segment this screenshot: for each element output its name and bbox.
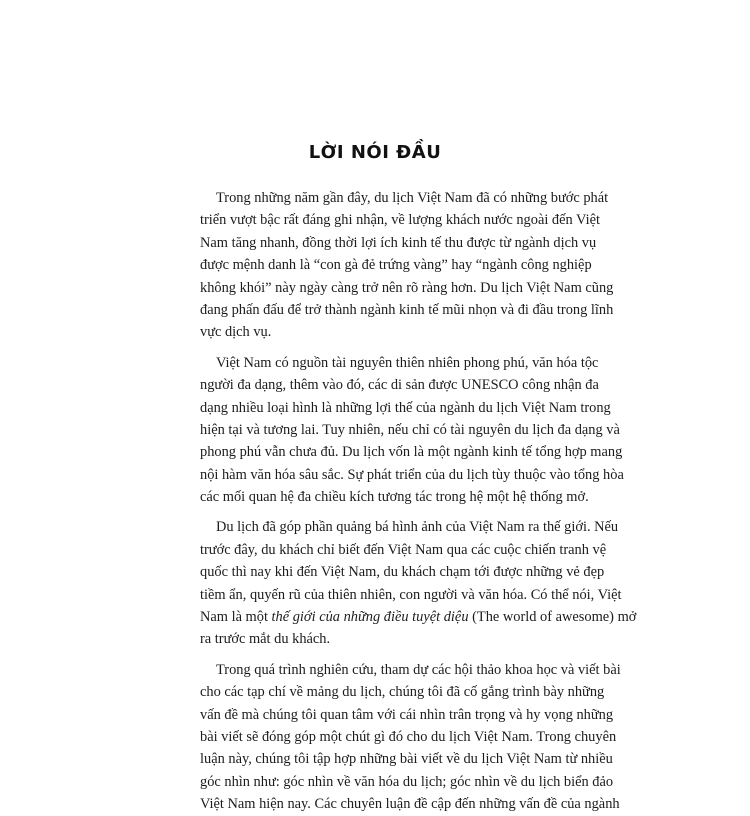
italic-phrase: thế giới của những điều tuyệt diệu xyxy=(271,609,469,626)
page-title: LỜI NÓI ĐẦU xyxy=(308,142,442,163)
text-line: Du lịch đã góp phần quảng bá hình ảnh của Việt Nam ra thế giới. Nếu xyxy=(216,519,619,536)
text-line: trước đây, du khách chỉ biết đến Việt Nam qua các cuộc chiến tranh vệ xyxy=(200,541,607,558)
text-line: bài viết sẽ đóng góp một chút gì đó cho du lịch Việt Nam. Trong chuyên xyxy=(200,728,617,745)
text-line: tiềm ẩn, quyến rũ của thiên nhiên, con người và văn hóa. Có thể nói, Việt xyxy=(200,586,622,603)
text-run: Nam là một xyxy=(200,609,272,626)
text-line: vực dịch vụ. xyxy=(200,324,272,341)
text-line: quốc thì nay khi đến Việt Nam, du khách chạm tới được những vẻ đẹp xyxy=(200,564,605,581)
text-line: đang phấn đấu để trở thành ngành kinh tế mũi nhọn và đi đầu trong lĩnh xyxy=(200,301,614,318)
text-line-with-italic xyxy=(200,606,637,628)
text-line: Nam tăng nhanh, đồng thời lợi ích kinh tế thu được từ ngành dịch vụ xyxy=(200,234,597,251)
text-line: nội hàm văn hóa sâu sắc. Sự phát triển của du lịch tùy thuộc vào tổng hòa xyxy=(200,466,624,483)
text-line: góc nhìn như: góc nhìn về văn hóa du lịch; góc nhìn về du lịch biển đảo xyxy=(200,773,614,790)
text-line: luận này, chúng tôi tập hợp những bài viết về du lịch Việt Nam từ nhiều xyxy=(200,751,613,768)
paragraph-4 xyxy=(200,659,621,816)
text-line: phong phú vẫn chưa đủ. Du lịch vốn là một ngành kinh tế tổng hợp mang xyxy=(200,444,623,461)
text-line: cho các tạp chí về mảng du lịch, chúng tôi đã cố gắng trình bày những xyxy=(200,684,605,701)
text-line: triển vượt bậc rất đáng ghi nhận, về lượng khách nước ngoài đến Việt xyxy=(200,212,600,229)
text-line: vấn đề mà chúng tôi quan tâm với cái nhìn trân trọng và hy vọng những xyxy=(200,706,614,723)
paragraph-2 xyxy=(200,352,624,509)
text-line: Việt Nam hiện nay. Các chuyên luận đề cập đến những vấn đề của ngành xyxy=(200,796,620,813)
text-line: Trong những năm gần đây, du lịch Việt Nam đã có những bước phát xyxy=(216,190,609,206)
text-run: (The world of awesome) mở xyxy=(468,609,637,626)
text-line: các mối quan hệ đa chiều kích tương tác trong hệ một hệ thống mở. xyxy=(200,489,589,506)
text-line: Việt Nam có nguồn tài nguyên thiên nhiên phong phú, văn hóa tộc xyxy=(216,354,599,371)
text-line: không khói” này ngày càng trở nên rõ ràng hơn. Du lịch Việt Nam cũng xyxy=(200,279,614,296)
text-line: ra trước mắt du khách. xyxy=(200,631,331,648)
text-line: được mệnh danh là “con gà đẻ trứng vàng” hay “ngành công nghiệp xyxy=(200,257,592,274)
text-line: hiện tại và tương lai. Tuy nhiên, nếu chỉ có tài nguyên du lịch đa dạng và xyxy=(200,421,620,438)
preface-body xyxy=(200,187,637,816)
text-line: dạng nhiều loại hình là những lợi thế của ngành du lịch Việt Nam trong xyxy=(200,399,611,416)
text-line: Trong quá trình nghiên cứu, tham dự các hội thảo khoa học và viết bài xyxy=(216,661,621,678)
paragraph-1 xyxy=(200,187,614,344)
text-line: người đa dạng, thêm vào đó, các di sản được UNESCO công nhận đa xyxy=(200,377,599,394)
paragraph-3 xyxy=(200,516,637,650)
